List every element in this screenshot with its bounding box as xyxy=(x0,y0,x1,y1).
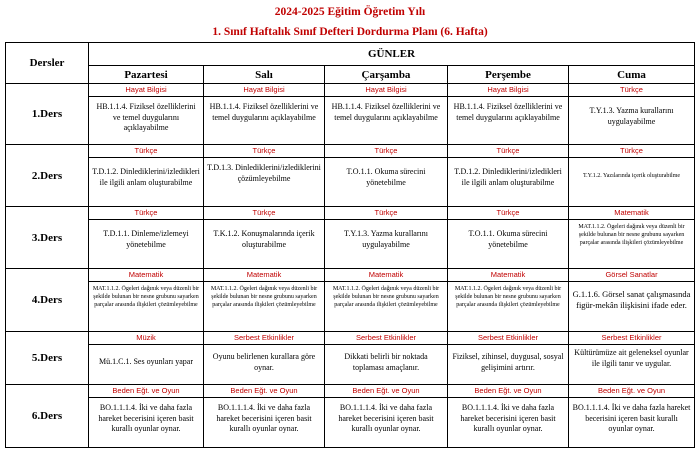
lesson-cell xyxy=(89,207,204,269)
subject-label: Matematik xyxy=(569,207,694,220)
goal-text: BO.1.1.1.4. İki ve daha fazla hareket becerisini içeren basit kurallı oyunlar oynar. xyxy=(338,403,434,433)
goal-text: T.D.1.2. Dinlediklerini/izledikleri ile ilgili anlam oluşturabilme xyxy=(454,167,562,187)
goal-text: Mü.1.C.1. Ses oyunları yapar xyxy=(99,357,193,366)
day-header-tuesday: Salı xyxy=(204,66,325,84)
goal-text: MAT.1.1.2. Ögeleri dağınık veya düzenli bir şekilde bulunan bir nesne grubunu sayarken parçalar arasında ilişkileri çözümleyebilme xyxy=(578,224,685,246)
lesson-label: 1.Ders xyxy=(6,84,89,145)
goal-text: G.1.1.6. Görsel sanat çalışmasında figür-mekân ilişkisini ifade eder. xyxy=(572,289,691,310)
lesson-cell xyxy=(448,84,569,145)
goal-text: T.Y.1.2. Yazılarında içerik oluşturabilme xyxy=(582,173,681,179)
goal-text: HB.1.1.4. Fiziksel özelliklerini ve temel duygularını açıklayabilme xyxy=(331,102,441,122)
subject-label: Hayat Bilgisi xyxy=(325,84,447,97)
subject-label: Türkçe xyxy=(448,145,568,158)
lesson-cell xyxy=(569,385,695,448)
lesson-cell xyxy=(204,269,325,332)
subject-label: Türkçe xyxy=(569,145,694,158)
subject-label: Beden Eğt. ve Oyun xyxy=(569,385,694,398)
subject-label: Türkçe xyxy=(448,207,568,220)
goal-text: Oyunu belirlenen kurallara göre oynar. xyxy=(212,352,316,372)
lesson-row xyxy=(6,84,695,145)
weekly-plan-table xyxy=(5,42,695,448)
lesson-cell xyxy=(569,332,695,385)
goal-text: MAT.1.1.2. Ögeleri dağınık veya düzenli bir şekilde bulunan bir nesne grubunu sayarken parçalar arasında ilişkileri çözümleyebilme xyxy=(210,286,318,308)
lesson-cell xyxy=(448,385,569,448)
subject-label: Matematik xyxy=(204,269,324,282)
subject-label: Türkçe xyxy=(325,145,447,158)
subject-label: Türkçe xyxy=(89,145,203,158)
lesson-cell xyxy=(89,269,204,332)
goal-text: BO.1.1.1.4. İki ve daha fazla hareket becerisini içeren basit kurallı oyunlar oynar. xyxy=(98,403,194,433)
goal-text: Kültürümüze ait geleneksel oyunlar ile ilgili tanır ve uygular. xyxy=(574,348,689,368)
goal-text: T.O.1.1. Okuma sürecini yönetebilme xyxy=(346,167,426,187)
goal-text: T.Y.1.3. Yazma kurallarını uygulayabilme xyxy=(589,106,674,126)
goal-text: Fiziksel, zihinsel, duygusal, sosyal gelişimini artırır. xyxy=(452,352,564,372)
subject-label: Serbest Etkinlikler xyxy=(325,332,447,345)
subject-label: Türkçe xyxy=(204,145,324,158)
subject-label: Beden Eğt. ve Oyun xyxy=(448,385,568,398)
lesson-row xyxy=(6,332,695,385)
lesson-cell xyxy=(569,269,695,332)
subject-label: Matematik xyxy=(448,269,568,282)
lesson-cell xyxy=(569,145,695,207)
goal-text: T.D.1.1. Dinleme/izlemeyi yönetebilme xyxy=(103,229,189,249)
subject-label: Türkçe xyxy=(569,84,694,97)
lesson-label: 2.Ders xyxy=(6,145,89,207)
subject-label: Müzik xyxy=(89,332,203,345)
lesson-cell xyxy=(448,332,569,385)
subject-label: Türkçe xyxy=(89,207,203,220)
lesson-row xyxy=(6,207,695,269)
lesson-cell xyxy=(204,207,325,269)
lesson-cell xyxy=(325,84,448,145)
lesson-label: 6.Ders xyxy=(6,385,89,448)
goal-text: HB.1.1.4. Fiziksel özelliklerini ve temel duygularını açıklayabilme xyxy=(96,102,196,132)
lesson-cell xyxy=(89,332,204,385)
subject-label: Serbest Etkinlikler xyxy=(569,332,694,345)
lessons-header: Dersler xyxy=(6,43,89,84)
day-header-wednesday: Çarşamba xyxy=(325,66,448,84)
subject-label: Beden Eğt. ve Oyun xyxy=(325,385,447,398)
lesson-cell xyxy=(325,207,448,269)
goal-text: BO.1.1.1.4. İki ve daha fazla hareket becerisini içeren basit kurallı oyunlar oynar. xyxy=(572,403,691,433)
subject-label: Matematik xyxy=(325,269,447,282)
lesson-cell xyxy=(448,207,569,269)
subject-label: Hayat Bilgisi xyxy=(89,84,203,97)
subject-label: Serbest Etkinlikler xyxy=(204,332,324,345)
goal-text: T.D.1.2. Dinlediklerini/izledikleri ile ilgili anlam oluşturabilme xyxy=(92,167,200,187)
lesson-cell xyxy=(204,332,325,385)
lesson-cell xyxy=(325,385,448,448)
subject-label: Serbest Etkinlikler xyxy=(448,332,568,345)
subject-label: Türkçe xyxy=(204,207,324,220)
subject-label: Görsel Sanatlar xyxy=(569,269,694,282)
goal-text: BO.1.1.1.4. İki ve daha fazla hareket becerisini içeren basit kurallı oyunlar oynar. xyxy=(216,403,312,433)
goal-text: Dikkati belirli bir noktada toplaması amaçlanır. xyxy=(344,352,428,372)
day-header-friday: Cuma xyxy=(569,66,695,84)
goal-text: MAT.1.1.2. Ögeleri dağınık veya düzenli bir şekilde bulunan bir nesne grubunu sayarken parçalar arasında ilişkileri çözümleyebilme xyxy=(454,286,562,308)
goal-text: T.O.1.1. Okuma sürecini yönetebilme xyxy=(468,229,548,249)
subject-label: Beden Eğt. ve Oyun xyxy=(204,385,324,398)
lesson-cell xyxy=(448,145,569,207)
subject-label: Türkçe xyxy=(325,207,447,220)
lesson-cell xyxy=(204,145,325,207)
lesson-cell xyxy=(89,84,204,145)
lesson-cell xyxy=(89,385,204,448)
goal-text: MAT.1.1.2. Ögeleri dağınık veya düzenli bir şekilde bulunan bir nesne grubunu sayarken parçalar arasında ilişkileri çözümleyebilme xyxy=(332,286,440,308)
goal-text: T.D.1.3. Dinlediklerini/izlediklerini çözümleyebilme xyxy=(207,163,321,183)
lesson-cell xyxy=(448,269,569,332)
goal-text: BO.1.1.1.4. İki ve daha fazla hareket becerisini içeren basit kurallı oyunlar oynar. xyxy=(460,403,556,433)
days-group-header: GÜNLER xyxy=(89,43,695,66)
lesson-cell xyxy=(325,269,448,332)
lesson-row xyxy=(6,145,695,207)
document-subtitle: 1. Sınıf Haftalık Sınıf Defteri Dordurma Planı (6. Hafta) xyxy=(212,26,488,38)
subject-label: Hayat Bilgisi xyxy=(204,84,324,97)
lesson-cell xyxy=(204,385,325,448)
lesson-cell xyxy=(569,207,695,269)
lesson-row xyxy=(6,385,695,448)
lesson-cell xyxy=(204,84,325,145)
lesson-label: 3.Ders xyxy=(6,207,89,269)
lesson-row xyxy=(6,269,695,332)
goal-text: HB.1.1.4. Fiziksel özelliklerini ve temel duygularını açıklayabilme xyxy=(209,102,319,122)
lesson-cell xyxy=(325,332,448,385)
lesson-cell xyxy=(89,145,204,207)
lesson-label: 5.Ders xyxy=(6,332,89,385)
lesson-cell xyxy=(569,84,695,145)
lesson-label: 4.Ders xyxy=(6,269,89,332)
day-header-thursday: Perşembe xyxy=(448,66,569,84)
day-header-monday: Pazartesi xyxy=(89,66,204,84)
subject-label: Matematik xyxy=(89,269,203,282)
goal-text: HB.1.1.4. Fiziksel özelliklerini ve temel duygularını açıklayabilme xyxy=(453,102,563,122)
goal-text: T.Y.1.3. Yazma kurallarını uygulayabilme xyxy=(344,229,428,249)
goal-text: T.K.1.2. Konuşmalarında içerik oluşturabilme xyxy=(213,229,315,249)
document-title: 2024-2025 Eğitim Öğretim Yılı xyxy=(274,6,426,18)
goal-text: MAT.1.1.2. Ögeleri dağınık veya düzenli bir şekilde bulunan bir nesne grubunu sayarken parçalar arasında ilişkileri çözümleyebilme xyxy=(92,286,200,308)
subject-label: Beden Eğt. ve Oyun xyxy=(89,385,203,398)
lesson-cell xyxy=(325,145,448,207)
subject-label: Hayat Bilgisi xyxy=(448,84,568,97)
